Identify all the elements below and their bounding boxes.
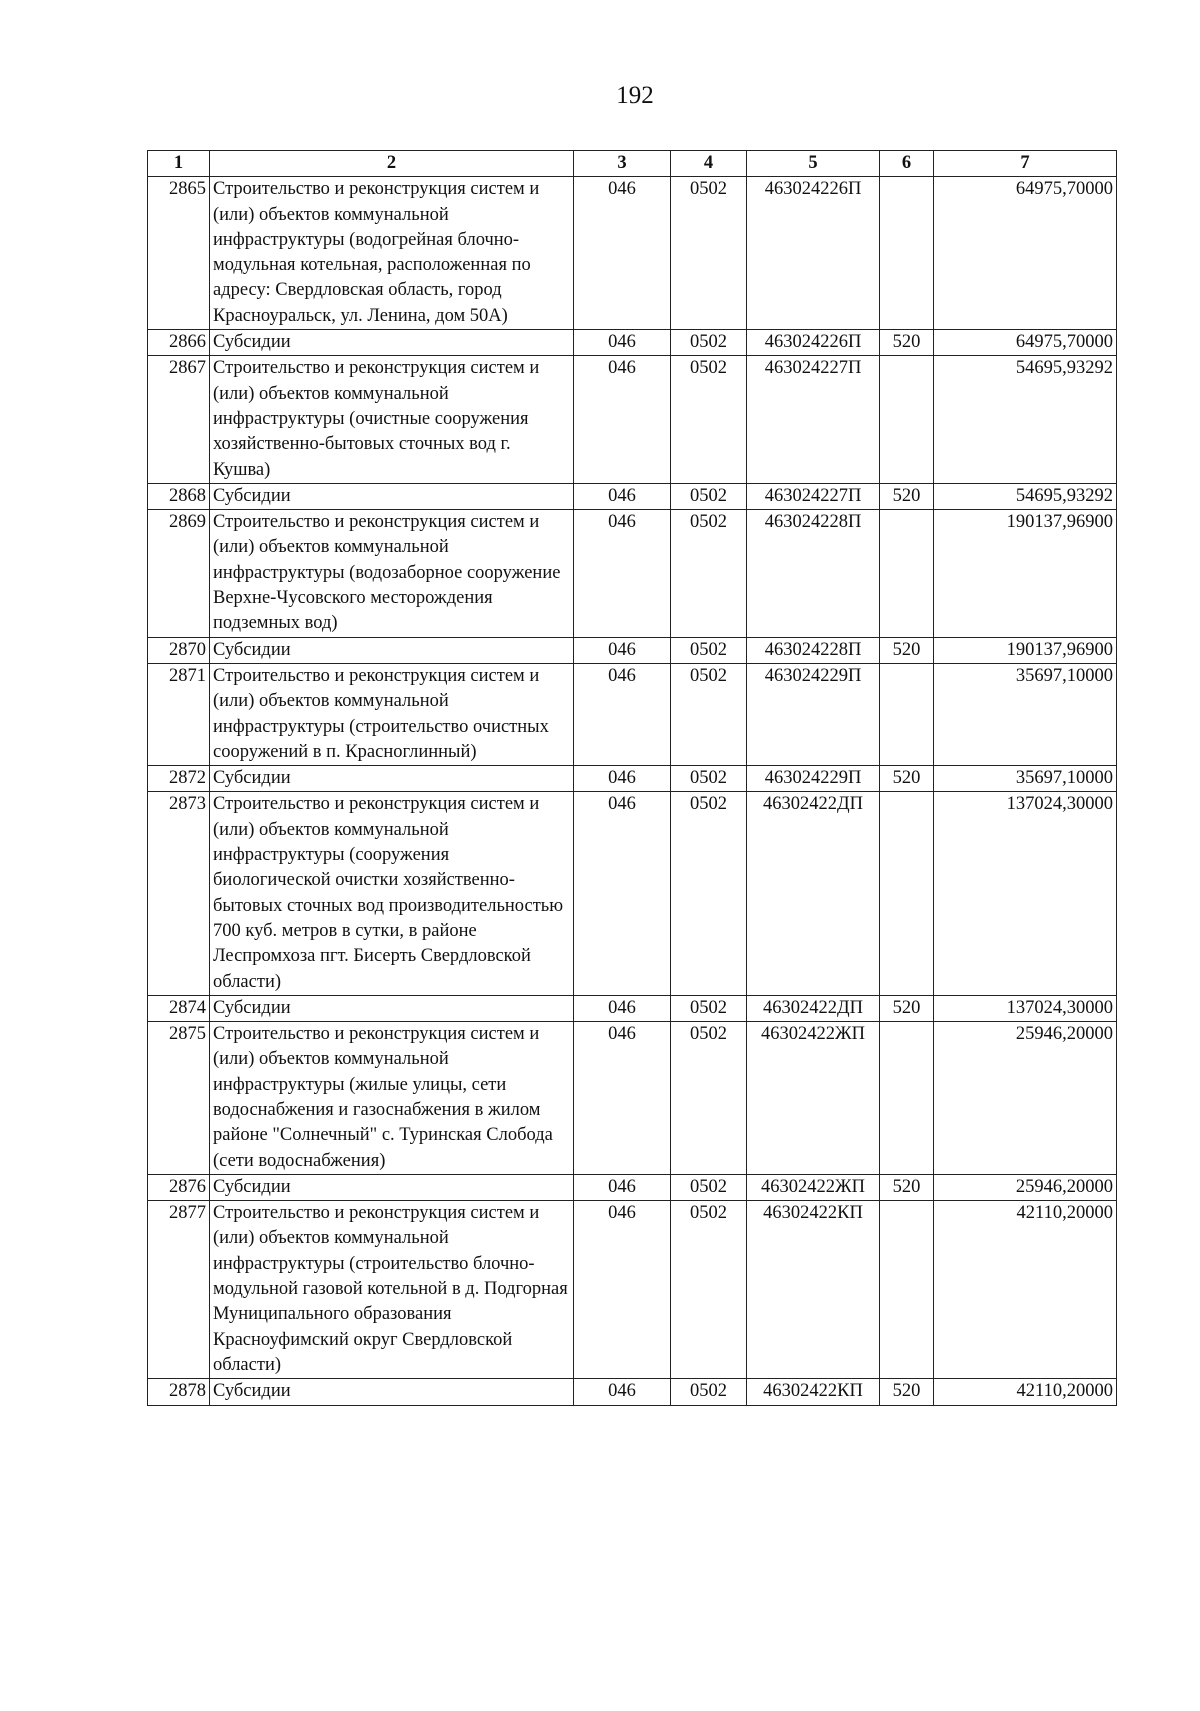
table-row	[148, 792, 1117, 995]
row-name: Субсидии	[210, 330, 574, 356]
amount: 25946,20000	[934, 1174, 1117, 1200]
ministry-code: 046	[574, 1022, 671, 1175]
expense-type-code	[880, 356, 934, 483]
column-header-2: 2	[210, 151, 574, 177]
section-code: 0502	[671, 792, 747, 995]
header-row	[148, 151, 1117, 177]
row-number: 2877	[148, 1201, 210, 1379]
table-row	[148, 177, 1117, 330]
amount: 64975,70000	[934, 330, 1117, 356]
section-code: 0502	[671, 995, 747, 1021]
expense-type-code: 520	[880, 483, 934, 509]
target-code: 463024226П	[747, 177, 880, 330]
target-code: 46302422ДП	[747, 792, 880, 995]
expense-type-code	[880, 1201, 934, 1379]
row-number: 2869	[148, 510, 210, 637]
table-row	[148, 637, 1117, 663]
amount: 190137,96900	[934, 510, 1117, 637]
amount: 42110,20000	[934, 1379, 1117, 1405]
row-number: 2876	[148, 1174, 210, 1200]
column-header-7: 7	[934, 151, 1117, 177]
ministry-code: 046	[574, 483, 671, 509]
row-name: Субсидии	[210, 1379, 574, 1405]
table-row	[148, 330, 1117, 356]
section-code: 0502	[671, 1022, 747, 1175]
target-code: 46302422ДП	[747, 995, 880, 1021]
amount: 137024,30000	[934, 995, 1117, 1021]
row-name: Строительство и реконструкция систем и (или) объектов коммунальной инфраструктуры (сооружения биологической очистки хозяйственно-бытовых сточных вод производительностью 700 куб. метров в сутки, в районе Леспромхоза пгт. Бисерть Свердловской области)	[210, 792, 574, 995]
section-code: 0502	[671, 1201, 747, 1379]
ministry-code: 046	[574, 766, 671, 792]
section-code: 0502	[671, 177, 747, 330]
table-row	[148, 1174, 1117, 1200]
row-number: 2871	[148, 663, 210, 765]
row-number: 2874	[148, 995, 210, 1021]
row-number: 2870	[148, 637, 210, 663]
expense-type-code	[880, 792, 934, 995]
row-name: Строительство и реконструкция систем и (или) объектов коммунальной инфраструктуры (очистные сооружения хозяйственно-бытовых сточных вод г. Кушва)	[210, 356, 574, 483]
expense-type-code	[880, 177, 934, 330]
expense-type-code: 520	[880, 766, 934, 792]
expense-type-code	[880, 1022, 934, 1175]
row-number: 2865	[148, 177, 210, 330]
row-number: 2878	[148, 1379, 210, 1405]
page-number: 192	[616, 82, 654, 109]
ministry-code: 046	[574, 510, 671, 637]
table-row	[148, 356, 1117, 483]
target-code: 463024226П	[747, 330, 880, 356]
row-name: Субсидии	[210, 995, 574, 1021]
section-code: 0502	[671, 766, 747, 792]
row-name: Субсидии	[210, 1174, 574, 1200]
row-number: 2875	[148, 1022, 210, 1175]
target-code: 463024229П	[747, 663, 880, 765]
ministry-code: 046	[574, 995, 671, 1021]
target-code: 463024229П	[747, 766, 880, 792]
row-name: Субсидии	[210, 637, 574, 663]
target-code: 463024228П	[747, 510, 880, 637]
section-code: 0502	[671, 356, 747, 483]
section-code: 0502	[671, 510, 747, 637]
ministry-code: 046	[574, 330, 671, 356]
table-row	[148, 1201, 1117, 1379]
target-code: 46302422ЖП	[747, 1174, 880, 1200]
row-number: 2867	[148, 356, 210, 483]
row-name: Субсидии	[210, 483, 574, 509]
expense-type-code	[880, 510, 934, 637]
amount: 42110,20000	[934, 1201, 1117, 1379]
expense-type-code: 520	[880, 1174, 934, 1200]
table-row	[148, 483, 1117, 509]
section-code: 0502	[671, 1379, 747, 1405]
table-row	[148, 995, 1117, 1021]
target-code: 46302422КП	[747, 1201, 880, 1379]
ministry-code: 046	[574, 1379, 671, 1405]
amount: 137024,30000	[934, 792, 1117, 995]
section-code: 0502	[671, 663, 747, 765]
row-name: Строительство и реконструкция систем и (или) объектов коммунальной инфраструктуры (строительство очистных сооружений в п. Красноглинный)	[210, 663, 574, 765]
column-header-3: 3	[574, 151, 671, 177]
budget-table	[147, 150, 1117, 1406]
table-row	[148, 663, 1117, 765]
column-header-6: 6	[880, 151, 934, 177]
ministry-code: 046	[574, 1201, 671, 1379]
target-code: 463024228П	[747, 637, 880, 663]
ministry-code: 046	[574, 792, 671, 995]
amount: 64975,70000	[934, 177, 1117, 330]
amount: 35697,10000	[934, 766, 1117, 792]
section-code: 0502	[671, 330, 747, 356]
amount: 35697,10000	[934, 663, 1117, 765]
target-code: 463024227П	[747, 483, 880, 509]
table-row	[148, 1022, 1117, 1175]
ministry-code: 046	[574, 356, 671, 483]
ministry-code: 046	[574, 637, 671, 663]
row-number: 2868	[148, 483, 210, 509]
row-number: 2873	[148, 792, 210, 995]
row-name: Строительство и реконструкция систем и (или) объектов коммунальной инфраструктуры (строительство блочно-модульной газовой котельной в д. Подгорная Муниципального образования Красноуфимский округ Свердловской области)	[210, 1201, 574, 1379]
row-name: Субсидии	[210, 766, 574, 792]
row-name: Строительство и реконструкция систем и (или) объектов коммунальной инфраструктуры (водогрейная блочно-модульная котельная, расположенная по адресу: Свердловская область, город Красноуральск, ул. Ленина, дом 50А)	[210, 177, 574, 330]
row-number: 2866	[148, 330, 210, 356]
amount: 54695,93292	[934, 356, 1117, 483]
expense-type-code: 520	[880, 995, 934, 1021]
row-name: Строительство и реконструкция систем и (или) объектов коммунальной инфраструктуры (жилые улицы, сети водоснабжения и газоснабжения в жилом районе "Солнечный" с. Туринская Слобода (сети водоснабжения)	[210, 1022, 574, 1175]
table-row	[148, 1379, 1117, 1405]
ministry-code: 046	[574, 1174, 671, 1200]
column-header-4: 4	[671, 151, 747, 177]
expense-type-code: 520	[880, 1379, 934, 1405]
target-code: 46302422КП	[747, 1379, 880, 1405]
amount: 190137,96900	[934, 637, 1117, 663]
target-code: 46302422ЖП	[747, 1022, 880, 1175]
ministry-code: 046	[574, 177, 671, 330]
expense-type-code	[880, 663, 934, 765]
section-code: 0502	[671, 483, 747, 509]
expense-type-code: 520	[880, 637, 934, 663]
amount: 25946,20000	[934, 1022, 1117, 1175]
amount: 54695,93292	[934, 483, 1117, 509]
row-name: Строительство и реконструкция систем и (или) объектов коммунальной инфраструктуры (водозаборное сооружение Верхне-Чусовского месторождения подземных вод)	[210, 510, 574, 637]
column-header-5: 5	[747, 151, 880, 177]
target-code: 463024227П	[747, 356, 880, 483]
table-row	[148, 510, 1117, 637]
section-code: 0502	[671, 637, 747, 663]
row-number: 2872	[148, 766, 210, 792]
expense-type-code: 520	[880, 330, 934, 356]
table-row	[148, 766, 1117, 792]
ministry-code: 046	[574, 663, 671, 765]
section-code: 0502	[671, 1174, 747, 1200]
column-header-1: 1	[148, 151, 210, 177]
